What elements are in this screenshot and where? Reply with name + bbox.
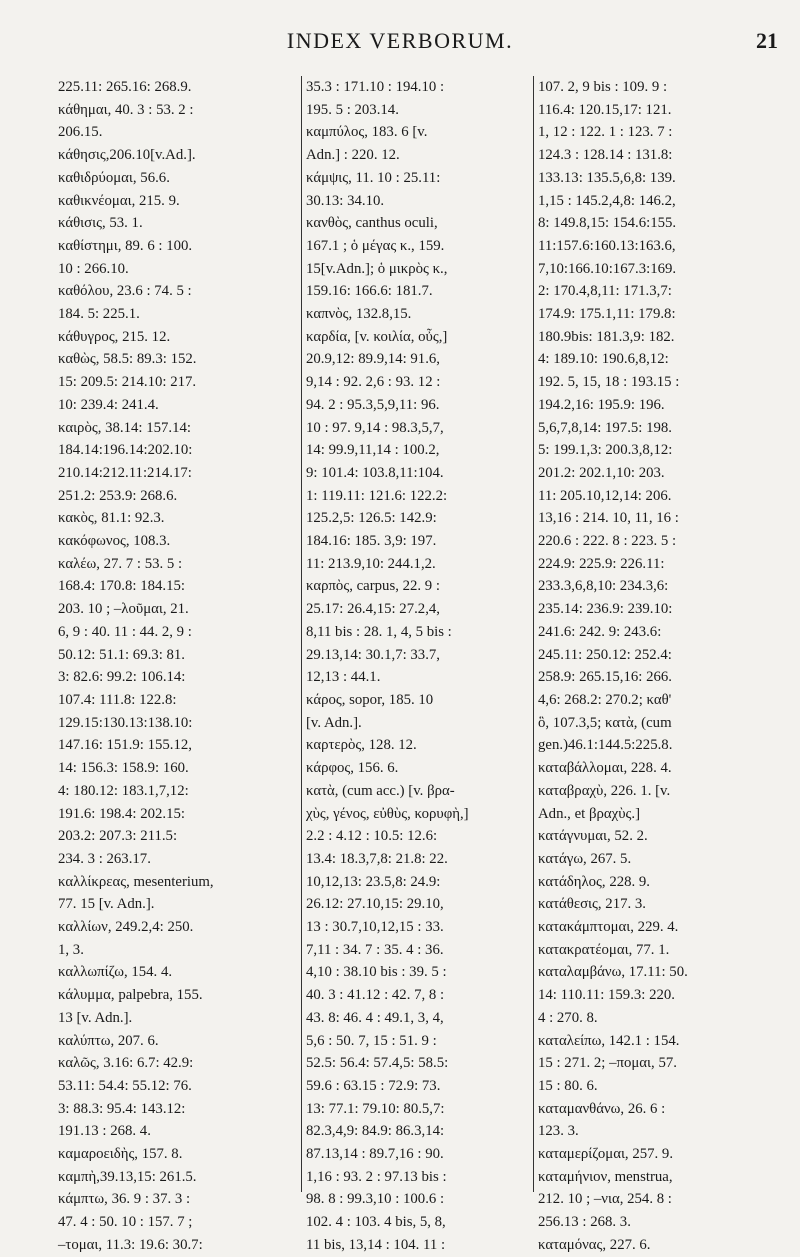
index-line: 43. 8: 46. 4 : 49.1, 3, 4, bbox=[306, 1009, 444, 1026]
index-line: 203. 10 ; –λοῦμαι, 21. bbox=[58, 601, 189, 618]
index-line: κατακάμπτομαι, 229. 4. bbox=[538, 919, 679, 936]
index-line: 1,16 : 93. 2 : 97.13 bis : bbox=[306, 1168, 447, 1185]
index-line: 59.6 : 63.15 : 72.9: 73. bbox=[306, 1077, 441, 1094]
index-line: 194.2,16: 195.9: 196. bbox=[538, 396, 665, 413]
index-line: κάθισις, 53. 1. bbox=[58, 215, 143, 232]
index-line: 124.3 : 128.14 : 131.8: bbox=[538, 147, 673, 164]
index-line: 191.6: 198.4: 202.15: bbox=[58, 805, 186, 822]
index-line: καταμήνιον, menstrua, bbox=[538, 1168, 673, 1185]
index-line: καθὼς, 58.5: 89.3: 152. bbox=[58, 351, 197, 368]
index-line: ὃ, 107.3,5; κατὰ, (cum bbox=[538, 714, 672, 731]
index-line: καθικνέομαι, 215. 9. bbox=[58, 192, 180, 209]
index-line: καταμερίζομαι, 257. 9. bbox=[538, 1146, 674, 1163]
index-line: 14: 156.3: 158.9: 160. bbox=[58, 760, 189, 777]
running-title: INDEX VERBORUM. bbox=[286, 28, 514, 53]
index-line: 82.3,4,9: 84.9: 86.3,14: bbox=[306, 1123, 445, 1140]
index-line: 168.4: 170.8: 184.15: bbox=[58, 578, 186, 595]
index-line: 4,10 : 38.10 bis : 39. 5 : bbox=[306, 964, 447, 981]
index-line: 184. 5: 225.1. bbox=[58, 306, 140, 323]
index-line: κατὰ, (cum acc.) [v. βρα- bbox=[306, 782, 455, 799]
index-line: καθόλου, 23.6 : 74. 5 : bbox=[58, 283, 192, 300]
index-line: 192. 5, 15, 18 : 193.15 : bbox=[538, 374, 680, 391]
index-line: καλλίκρεας, mesenterium, bbox=[58, 873, 214, 890]
index-line: 20.9,12: 89.9,14: 91.6, bbox=[306, 351, 440, 368]
index-line: καθίστημι, 89. 6 : 100. bbox=[58, 237, 193, 254]
index-line: κάμπτω, 36. 9 : 37. 3 : bbox=[58, 1191, 191, 1208]
index-line: 191.13 : 268. 4. bbox=[58, 1123, 151, 1140]
index-line: 159.16: 166.6: 181.7. bbox=[306, 283, 433, 300]
index-line: 50.12: 51.1: 69.3: 81. bbox=[58, 646, 186, 663]
index-line: 210.14:212.11:214.17: bbox=[58, 464, 192, 481]
index-line: κακόφωνος, 108.3. bbox=[58, 533, 171, 550]
index-line: κακὸς, 81.1: 92.3. bbox=[58, 510, 165, 527]
index-line: 7,10:166.10:167.3:169. bbox=[538, 260, 677, 277]
index-line: 5,6,7,8,14: 197.5: 198. bbox=[538, 419, 672, 436]
index-line: 15 : 80. 6. bbox=[538, 1077, 598, 1094]
index-line: κατάδηλος, 228. 9. bbox=[538, 873, 651, 890]
index-line: 206.15. bbox=[58, 124, 103, 141]
index-line: κατάγνυμαι, 52. 2. bbox=[538, 828, 648, 845]
index-line: 11: 205.10,12,14: 206. bbox=[538, 487, 672, 504]
index-line: 225.11: 265.16: 268.9. bbox=[58, 79, 192, 95]
index-line: 125.2,5: 126.5: 142.9: bbox=[306, 510, 437, 527]
index-line: καταβάλλομαι, 228. 4. bbox=[538, 760, 672, 777]
index-line: 4 : 270. 8. bbox=[538, 1009, 598, 1026]
index-line: κάρφος, 156. 6. bbox=[306, 760, 399, 777]
index-line: 116.4: 120.15,17: 121. bbox=[538, 101, 672, 118]
index-line: 53.11: 54.4: 55.12: 76. bbox=[58, 1077, 192, 1094]
index-line: κατακρατέομαι, 77. 1. bbox=[538, 941, 670, 958]
index-line: καρτερὸς, 128. 12. bbox=[306, 737, 417, 754]
index-line: 102. 4 : 103. 4 bis, 5, 8, bbox=[306, 1214, 446, 1231]
index-line: 6, 9 : 40. 11 : 44. 2, 9 : bbox=[58, 623, 192, 640]
index-line: 2.2 : 4.12 : 10.5: 12.6: bbox=[306, 828, 438, 845]
index-line: 40. 3 : 41.12 : 42. 7, 8 : bbox=[306, 987, 445, 1004]
index-line: καλλίων, 249.2,4: 250. bbox=[58, 919, 194, 936]
index-line: 47. 4 : 50. 10 : 157. 7 ; bbox=[58, 1214, 193, 1231]
index-line: 3: 82.6: 99.2: 106.14: bbox=[58, 669, 186, 686]
index-line: καρπὸς, carpus, 22. 9 : bbox=[306, 578, 441, 595]
index-columns bbox=[0, 76, 800, 1253]
index-line: κάρος, sopor, 185. 10 bbox=[306, 691, 434, 708]
index-line: 133.13: 135.5,6,8: 139. bbox=[538, 169, 676, 186]
index-line: 167.1 ; ὁ μέγας κ., 159. bbox=[306, 237, 445, 254]
index-line: 184.14:196.14:202.10: bbox=[58, 442, 193, 459]
index-line: 11:157.6:160.13:163.6, bbox=[538, 237, 676, 254]
index-line: 77. 15 [v. Adn.]. bbox=[58, 896, 155, 913]
index-line: κάθησις,206.10[v.Ad.]. bbox=[58, 147, 196, 164]
index-line: 224.9: 225.9: 226.11: bbox=[538, 555, 665, 572]
index-line: 107.4: 111.8: 122.8: bbox=[58, 691, 177, 708]
index-line: κανθὸς, canthus oculi, bbox=[306, 215, 438, 232]
index-line: 180.9bis: 181.3,9: 182. bbox=[538, 328, 675, 345]
index-line: 251.2: 253.9: 268.6. bbox=[58, 487, 178, 504]
index-line: 13 : 30.7,10,12,15 : 33. bbox=[306, 919, 444, 936]
index-column-2 bbox=[306, 76, 530, 1253]
index-column-3 bbox=[538, 76, 800, 1253]
index-line: 1: 119.11: 121.6: 122.2: bbox=[306, 487, 448, 504]
index-line: 30.13: 34.10. bbox=[306, 192, 385, 209]
index-line: –τομαι, 11.3: 19.6: 30.7: bbox=[58, 1236, 203, 1253]
index-line: 174.9: 175.1,11: 179.8: bbox=[538, 306, 676, 323]
index-line: 256.13 : 268. 3. bbox=[538, 1214, 631, 1231]
index-line: 29.13,14: 30.1,7: 33.7, bbox=[306, 646, 440, 663]
index-line: 195. 5 : 203.14. bbox=[306, 101, 399, 118]
index-line: 25.17: 26.4,15: 27.2,4, bbox=[306, 601, 440, 618]
index-line: καταλείπω, 142.1 : 154. bbox=[538, 1032, 680, 1049]
index-line: 14: 110.11: 159.3: 220. bbox=[538, 987, 676, 1004]
index-line: 184.16: 185. 3,9: 197. bbox=[306, 533, 437, 550]
index-line: [v. Adn.]. bbox=[306, 714, 362, 731]
index-line: 94. 2 : 95.3,5,9,11: 96. bbox=[306, 396, 440, 413]
column-divider bbox=[301, 76, 303, 1192]
index-line: 258.9: 265.15,16: 266. bbox=[538, 669, 672, 686]
index-line: 1,15 : 145.2,4,8: 146.2, bbox=[538, 192, 676, 209]
index-line: καμπύλος, 183. 6 [v. bbox=[306, 124, 428, 141]
index-line: καταμανθάνω, 26. 6 : bbox=[538, 1100, 666, 1117]
index-line: gen.)46.1:144.5:225.8. bbox=[538, 737, 673, 754]
index-line: 2: 170.4,8,11: 171.3,7: bbox=[538, 283, 672, 300]
index-line: 11: 213.9,10: 244.1,2. bbox=[306, 555, 436, 572]
index-line: 13: 77.1: 79.10: 80.5,7: bbox=[306, 1100, 445, 1117]
index-line: 5,6 : 50. 7, 15 : 51. 9 : bbox=[306, 1032, 437, 1049]
index-line: 220.6 : 222. 8 : 223. 5 : bbox=[538, 533, 677, 550]
index-line: καταλαμβάνω, 17.11: 50. bbox=[538, 964, 688, 981]
index-line: 15 : 271. 2; –πομαι, 57. bbox=[538, 1055, 677, 1072]
index-line: καρδία, [v. κοιλία, οὖς,] bbox=[306, 328, 448, 345]
index-line: καταβραχὺ, 226. 1. [v. bbox=[538, 782, 671, 799]
index-line: 35.3 : 171.10 : 194.10 : bbox=[306, 79, 445, 95]
index-line: 4,6: 268.2: 270.2; καθ' bbox=[538, 691, 672, 708]
index-line: καιρὸς, 38.14: 157.14: bbox=[58, 419, 192, 436]
index-line: καλλωπίζω, 154. 4. bbox=[58, 964, 173, 981]
index-line: κατάθεσις, 217. 3. bbox=[538, 896, 646, 913]
index-line: 10 : 266.10. bbox=[58, 260, 129, 277]
page-header bbox=[0, 28, 800, 64]
index-line: 52.5: 56.4: 57.4,5: 58.5: bbox=[306, 1055, 449, 1072]
index-line: καταμόνας, 227. 6. bbox=[538, 1236, 651, 1253]
index-line: 9,14 : 92. 2,6 : 93. 12 : bbox=[306, 374, 441, 391]
index-line: Adn.] : 220. 12. bbox=[306, 147, 400, 164]
index-line: 233.3,6,8,10: 234.3,6: bbox=[538, 578, 669, 595]
index-line: 9: 101.4: 103.8,11:104. bbox=[306, 464, 444, 481]
index-line: κάθυγρος, 215. 12. bbox=[58, 328, 171, 345]
index-line: 10: 239.4: 241.4. bbox=[58, 396, 159, 413]
index-line: καθιδρύομαι, 56.6. bbox=[58, 169, 170, 186]
index-line: 26.12: 27.10,15: 29.10, bbox=[306, 896, 444, 913]
page-number: 21 bbox=[756, 28, 778, 53]
index-line: 4: 189.10: 190.6,8,12: bbox=[538, 351, 669, 368]
index-line: 15: 209.5: 214.10: 217. bbox=[58, 374, 197, 391]
index-line: 241.6: 242. 9: 243.6: bbox=[538, 623, 662, 640]
index-line: Adn., et βραχὺς.] bbox=[538, 805, 641, 822]
index-line: χὺς, γένος, εὐθὺς, κορυφὴ,] bbox=[306, 805, 469, 822]
index-line: καμπὴ,39.13,15: 261.5. bbox=[58, 1168, 197, 1185]
index-line: 3: 88.3: 95.4: 143.12: bbox=[58, 1100, 186, 1117]
index-line: 1, 12 : 122. 1 : 123. 7 : bbox=[538, 124, 673, 141]
index-line: 14: 99.9,11,14 : 100.2, bbox=[306, 442, 440, 459]
index-line: 1, 3. bbox=[58, 941, 84, 958]
index-line: 203.2: 207.3: 211.5: bbox=[58, 828, 178, 845]
index-line: 201.2: 202.1,10: 203. bbox=[538, 464, 665, 481]
index-line: 10,12,13: 23.5,8: 24.9: bbox=[306, 873, 441, 890]
index-line: 235.14: 236.9: 239.10: bbox=[538, 601, 673, 618]
index-line: 4: 180.12: 183.1,7,12: bbox=[58, 782, 189, 799]
index-line: κατάγω, 267. 5. bbox=[538, 850, 632, 867]
index-line: 12,13 : 44.1. bbox=[306, 669, 381, 686]
column-divider bbox=[533, 76, 535, 1192]
index-line: κάλυμμα, palpebra, 155. bbox=[58, 987, 203, 1004]
index-line: καλύπτω, 207. 6. bbox=[58, 1032, 159, 1049]
index-line: 107. 2, 9 bis : 109. 9 : bbox=[538, 79, 668, 95]
index-line: 13.4: 18.3,7,8: 21.8: 22. bbox=[306, 850, 448, 867]
index-line: 13 [v. Adn.]. bbox=[58, 1009, 133, 1026]
index-line: κάμψις, 11. 10 : 25.11: bbox=[306, 169, 441, 186]
index-column-1 bbox=[58, 76, 298, 1253]
index-line: 245.11: 250.12: 252.4: bbox=[538, 646, 672, 663]
index-line: 147.16: 151.9: 155.12, bbox=[58, 737, 192, 754]
index-line: κάθημαι, 40. 3 : 53. 2 : bbox=[58, 101, 194, 118]
index-line: 11 bis, 13,14 : 104. 11 : bbox=[306, 1236, 446, 1253]
index-line: 15[v.Adn.]; ὁ μικρὸς κ., bbox=[306, 260, 448, 277]
index-line: καμαροειδὴς, 157. 8. bbox=[58, 1146, 183, 1163]
index-line: 123. 3. bbox=[538, 1123, 579, 1140]
index-line: καπνὸς, 132.8,15. bbox=[306, 306, 412, 323]
index-line: καλέω, 27. 7 : 53. 5 : bbox=[58, 555, 183, 572]
index-line: 234. 3 : 263.17. bbox=[58, 850, 151, 867]
index-line: 13,16 : 214. 10, 11, 16 : bbox=[538, 510, 679, 527]
index-line: καλῶς, 3.16: 6.7: 42.9: bbox=[58, 1055, 194, 1072]
index-line: 87.13,14 : 89.7,16 : 90. bbox=[306, 1146, 444, 1163]
index-line: 212. 10 ; –νια, 254. 8 : bbox=[538, 1191, 672, 1208]
index-line: 8,11 bis : 28. 1, 4, 5 bis : bbox=[306, 623, 452, 640]
index-line: 98. 8 : 99.3,10 : 100.6 : bbox=[306, 1191, 445, 1208]
index-line: 10 : 97. 9,14 : 98.3,5,7, bbox=[306, 419, 444, 436]
index-line: 129.15:130.13:138.10: bbox=[58, 714, 193, 731]
index-line: 5: 199.1,3: 200.3,8,12: bbox=[538, 442, 673, 459]
index-line: 7,11 : 34. 7 : 35. 4 : 36. bbox=[306, 941, 444, 958]
index-line: 8: 149.8,15: 154.6:155. bbox=[538, 215, 677, 232]
